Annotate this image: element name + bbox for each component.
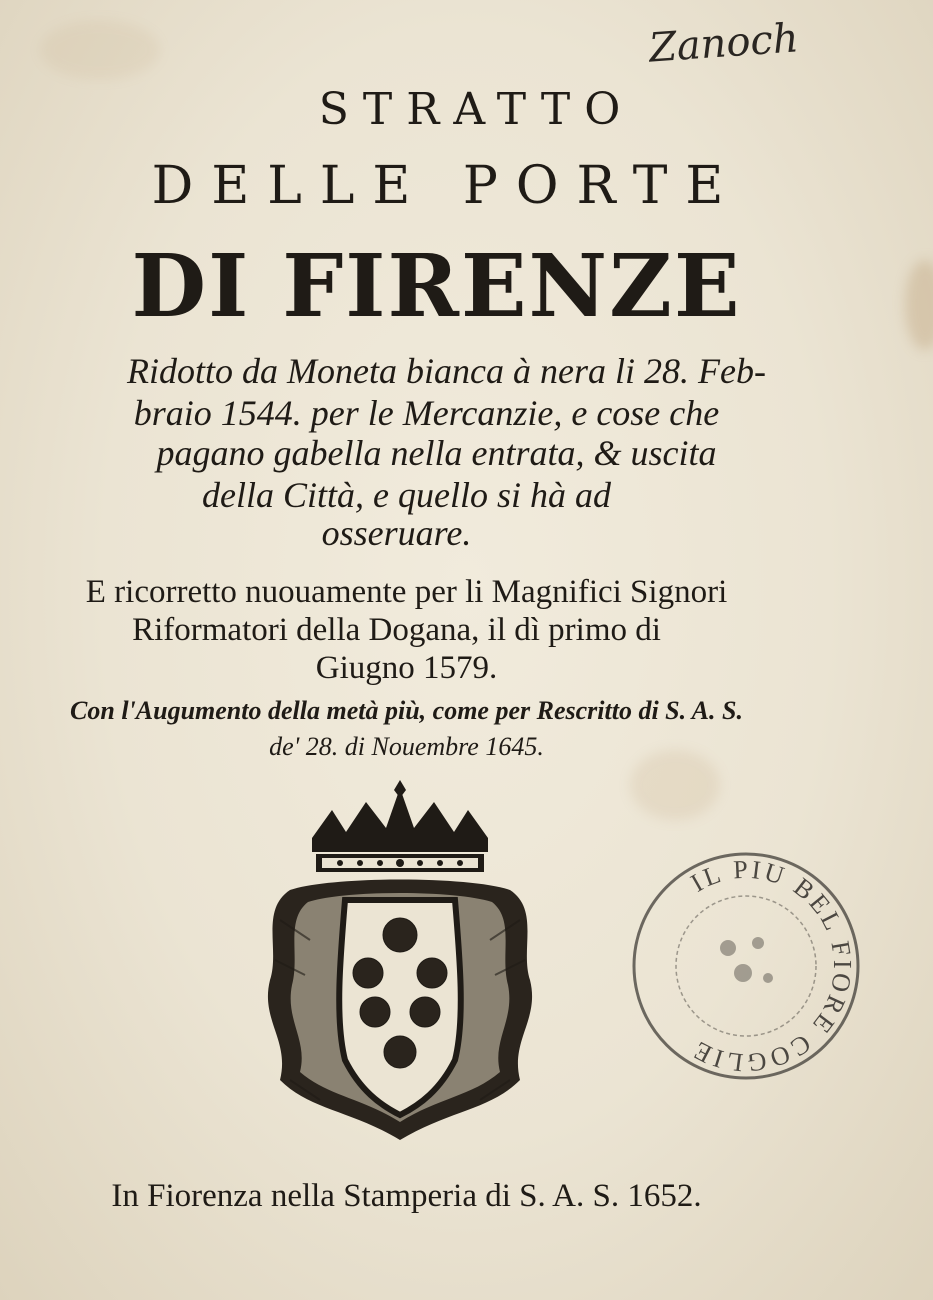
correction-line: Giugno 1579.: [315, 650, 498, 686]
title-line-1: STRATTO: [318, 84, 635, 135]
subtitle-line: Ridotto da Moneta bianca à nera li 28. Feb-: [127, 351, 766, 391]
augmentation-line: de' 28. di Nouembre 1645.: [269, 732, 544, 761]
subtitle-line: braio 1544. per le Mercanzie, e cose che: [133, 393, 720, 433]
subtitle-line: pagano gabella nella entrata, & uscita: [156, 433, 717, 473]
crown-icon: [312, 780, 488, 872]
collector-stamp: [628, 848, 864, 1084]
stamp-motto: IL PIU BEL FIORE COGLIE: [685, 854, 858, 1078]
subtitle-line: della Città, e quello si hà ad: [202, 475, 611, 515]
svg-text:IL PIU BEL FIORE COGLIE: [686, 855, 857, 1078]
title-line-2: DELLE PORTE: [151, 156, 742, 216]
title-line-3: DI FIRENZE: [131, 236, 742, 337]
handwritten-signature: Zanoch: [647, 15, 800, 72]
medici-coat-of-arms-woodcut: [250, 780, 550, 1150]
correction-line: E ricorretto nuouamente per li Magnifici Signori: [85, 574, 728, 610]
correction-line: Riformatori della Dogana, il dì primo di: [132, 612, 661, 648]
subtitle-line: osseruare.: [321, 513, 472, 553]
augmentation-line: Con l'Augumento della metà più, come per Rescritto di S. A. S.: [70, 696, 743, 725]
imprint-line: In Fiorenza nella Stamperia di S. A. S. 1652.: [111, 1178, 702, 1214]
